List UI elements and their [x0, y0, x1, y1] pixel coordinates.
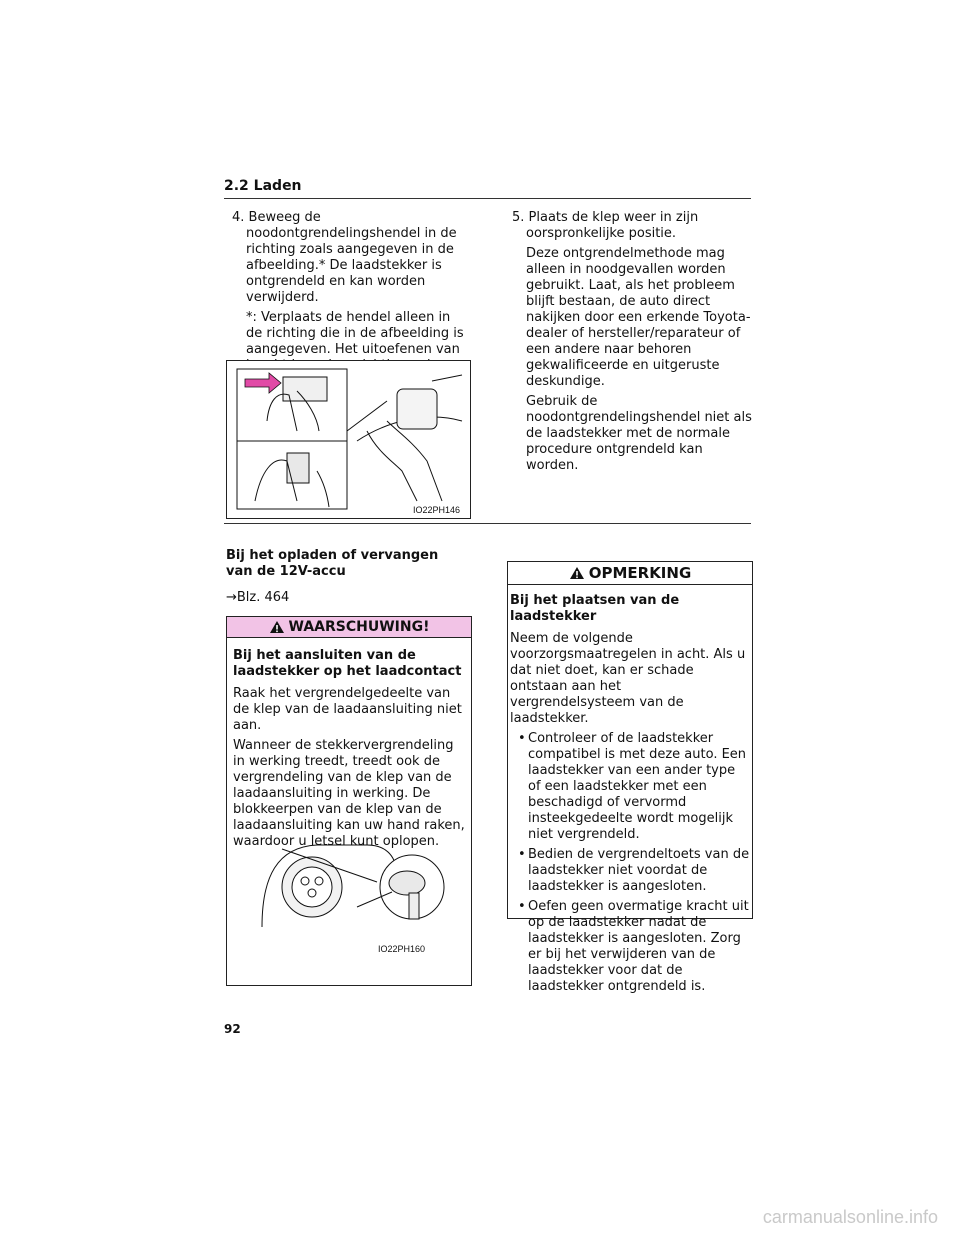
- accu-heading: Bij het opladen of vervangen van de 12V-accu: [226, 548, 439, 579]
- section-rule: [224, 198, 751, 199]
- footnote: *: Verplaats de hendel alleen in de richting die in de afbeelding is aangegeven. Het uitoefenen van: [246, 310, 464, 357]
- note-bullet: • Controleer of de laadstekker compatibel is met deze auto. Een laadstekker van een ander type of een laadstekker met een beschadigd of vervormd insteekgedeelte wordt mogelijk niet vergrendeld.: [510, 731, 750, 843]
- page-reference[interactable]: →Blz. 464: [226, 590, 290, 605]
- step-4: 4. Beweeg de noodontgrendelingshendel in de richting zoals aangegeven in de afbeelding.* De laadstekker is ontgrendeld en kan worden verwijderd.: [232, 210, 457, 305]
- note-bullet: • Oefen geen overmatige kracht uit op de laadstekker nadat de laadstekker is aangesloten. Zorg er bij het verwijderen van de laadstekker voor dat de laadstekker ontgrendeld is.: [510, 899, 750, 995]
- figure-code: IO22PH160: [377, 944, 425, 954]
- note-box: [507, 561, 753, 994]
- figure-charging-port: [257, 837, 447, 962]
- warning-box: [226, 616, 472, 986]
- caution-icon: [569, 566, 585, 580]
- note-label: OPMERKING: [588, 564, 692, 582]
- warning-label: WAARSCHUWING!: [288, 619, 430, 635]
- section-title: 2.2 Laden: [224, 178, 302, 194]
- paragraph-emergency-only: Deze ontgrendelmethode mag alleen in noodgevallen worden gebruikt. Laat, als het probleem blijft bestaan, de auto direct nakijken door een erkende Toyota-dealer of hersteller/reparateur of een andere naar behoren gekwalificeerde en uitgeruste deskundige.: [526, 246, 751, 389]
- accu-section: [226, 548, 466, 606]
- right-column: [512, 210, 752, 478]
- warning-paragraph-2: Wanneer de stekkervergrendeling in werking treedt, treedt ook de vergrendeling van de klep van de laadaansluiting in werking. De blokkeerpen van de klep van de laadaansluiting kan uw hand raken, waardoor u letsel kunt oplopen.: [233, 738, 465, 849]
- section-divider: [224, 523, 751, 524]
- emergency-release-illustration: [227, 361, 470, 518]
- warning-heading: Bij het aansluiten van de laadstekker op het laadcontact: [233, 648, 462, 679]
- note-heading: Bij het plaatsen van de laadstekker: [510, 593, 680, 624]
- note-intro: Neem de volgende voorzorgsmaatregelen in acht. Als u dat niet doet, kan er schade ontstaan aan het vergrendelsysteem van de laadstekker.: [510, 631, 746, 726]
- warning-icon: [269, 620, 285, 634]
- figure-code: IO22PH146: [412, 505, 460, 515]
- note-bullet: • Bedien de vergrendeltoets van de laadstekker niet voordat de laadstekker is aangesloten.: [510, 847, 750, 895]
- watermark: carmanualsonline.info: [762, 1207, 938, 1227]
- step-5: 5. Plaats de klep weer in zijn oorspronkelijke positie.: [512, 210, 699, 241]
- note-header: [508, 562, 752, 585]
- warning-header: [227, 617, 471, 638]
- figure-emergency-release: [226, 360, 471, 519]
- warning-paragraph-1: Raak het vergrendelgedeelte van de klep van de laadaansluiting niet aan.: [233, 686, 462, 733]
- paragraph-do-not-use: Gebruik de noodontgrendelingshendel niet als de laadstekker met de normale procedure ontgrendeld kan worden.: [526, 394, 752, 473]
- page-number: 92: [224, 1022, 241, 1036]
